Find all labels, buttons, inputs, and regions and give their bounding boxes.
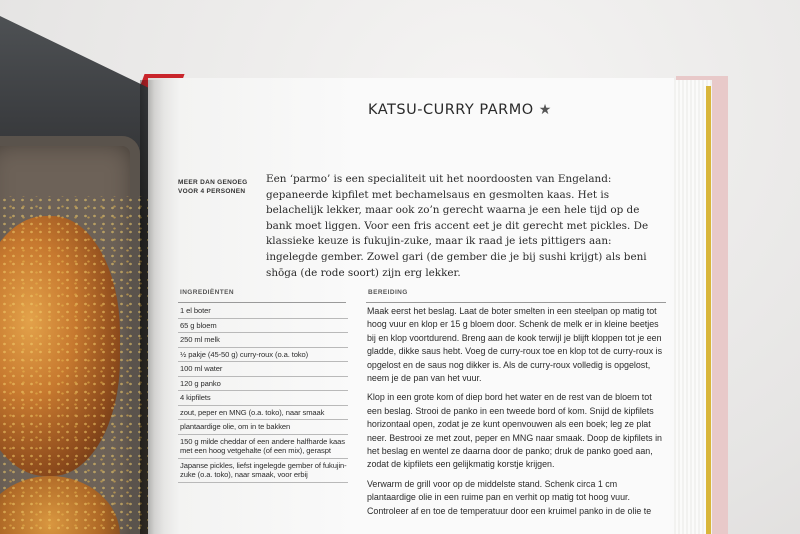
preparation-heading: BEREIDING — [368, 289, 408, 296]
ingredient-item: plantaardige olie, om in te bakken — [178, 420, 348, 435]
ingredient-item: 250 ml melk — [178, 333, 348, 348]
servings-note: MEER DAN GENOEG VOOR 4 PERSONEN — [178, 179, 248, 195]
book-gold-edge — [706, 86, 711, 534]
preparation-step: Maak eerst het beslag. Laat de boter smelten in een steelpan op matig tot hoog vuur en klop er 15 g bloem door. Schenk de melk er in kleine beetjes bij en klop voortdurend. Breng aan de kook terwijl je blijft kloppen tot je een gladde, dikke saus hebt. Voeg de curry-roux toe en klop tot de curry-roux is opgelost en de saus nog dikker is. Als de curry-roux volledig is opgelost, neem je de pan van het vuur. — [367, 306, 663, 384]
recipe-title-text: KATSU-CURRY PARMO — [368, 102, 534, 118]
intro-paragraph: Een ‘parmo’ is een specialiteit uit het noordoosten van Engeland: gepaneerde kipfilet met bechamelsaus en gesmolten kaas. Het is belachelijk lekker, maar ook zo’n gerecht waarna je een hele tijd op de bank moet liggen. Voor een fris accent eet je dit gerecht met pickles. De klassieke keuze is fukujin-zuke, maar ik raad je iets pittigers aan: ingelegde gember. Zowel gari (de gember die je bij sushi krijgt) als beni shōga (de rode soort) zijn erg lekker. — [266, 173, 649, 279]
ingredient-item: 120 g panko — [178, 377, 348, 392]
ingredient-item: Japanse pickles, liefst ingelegde gember of fukujin-zuke (o.a. toko), naar smaak, voor erbij — [178, 459, 348, 483]
ingredient-item: 4 kipfilets — [178, 391, 348, 406]
ingredient-item: 65 g bloem — [178, 319, 348, 334]
ingredient-item: ½ pakje (45-50 g) curry-roux (o.a. toko) — [178, 348, 348, 363]
ingredients-list — [178, 304, 348, 483]
food-photo — [0, 16, 150, 534]
preparation-rule — [366, 302, 666, 303]
cheese-crumbs — [0, 196, 150, 534]
book-gutter — [140, 80, 164, 534]
ingredients-rule — [178, 302, 346, 303]
preparation-step: Klop in een grote kom of diep bord het water en de rest van de bloem tot een beslag. Strooi de panko in een tweede bord of kom. Snijd de kipfilets horizontaal open, zodat je ze kunt openvouwen als een boek; leg ze plat neer. Bestrooi ze met zout, peper en MNG naar smaak. Doop de kipfilets in het beslag en wentel ze daarna door de panko; druk de panko goed aan, zodat de kipfilets een gelijkmatig korstje krijgen. — [367, 392, 662, 470]
star-icon: ★ — [538, 102, 552, 118]
ingredient-item: 150 g milde cheddar of een andere halfharde kaas met een hoog vetgehalte (of een mix), geraspt — [178, 435, 348, 459]
preparation-text — [367, 305, 667, 524]
ingredient-item: 1 el boter — [178, 304, 348, 319]
preparation-step: Verwarm de grill voor op de middelste stand. Schenk circa 1 cm plantaardige olie in een ruime pan en verhit op matig tot hoog vuur. Controleer af en toe de temperatuur door een kruimel panko in de olie te — [367, 478, 652, 516]
ingredient-item: zout, peper en MNG (o.a. toko), naar smaak — [178, 406, 348, 421]
ingredients-heading: INGREDIËNTEN — [180, 289, 234, 296]
recipe-title — [368, 102, 578, 118]
ingredient-item: 100 ml water — [178, 362, 348, 377]
